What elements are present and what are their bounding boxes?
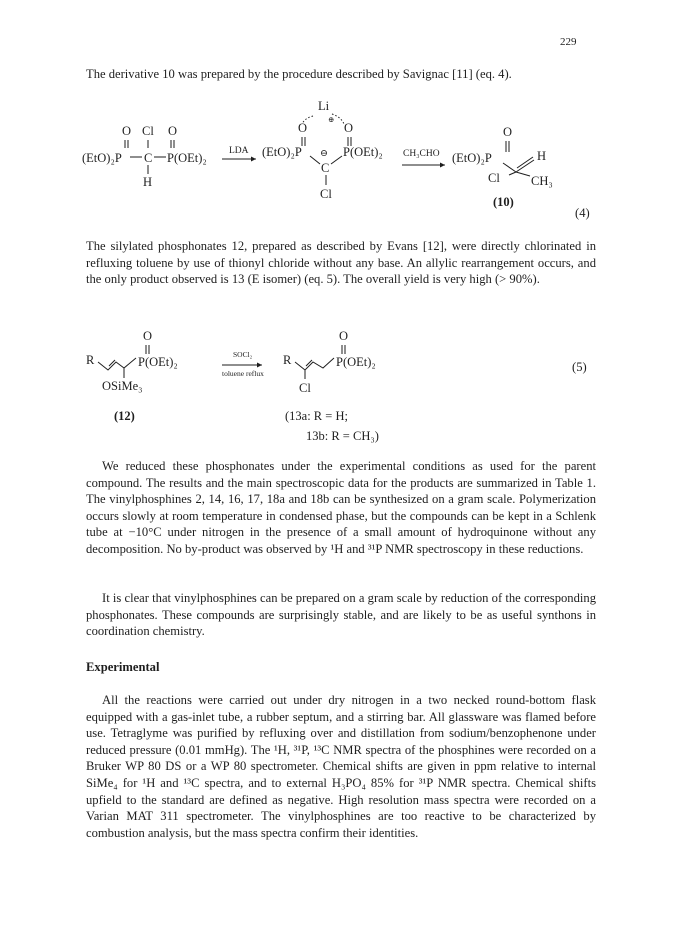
- silylated-paragraph: The silylated phosphonates 12, prepared as described by Evans [12], were directly chlorinated in refluxing toluene by use of thionyl chloride without any base. An allylic rearrangement occurs, and the only product observed is 13 (E isomer) (eq. 5). The overall yield is very high (> 90%).: [86, 239, 596, 287]
- eq5-label-13a: (13a: R = H;: [285, 409, 348, 423]
- equation-4-scheme: [0, 90, 680, 260]
- eq4-intermediate-right: P(OEt)₂: [343, 145, 383, 159]
- eq4-product-ch3: CH₃: [531, 174, 553, 188]
- conclusion-paragraph: It is clear that vinylphosphines can be prepared on a gram scale by reduction of the corresponding phosphonates. These compounds are surprisingly stable, and are likely to be as useful synthons in coordination chemistry.: [86, 591, 596, 639]
- eq4-product-cl: Cl: [488, 171, 500, 185]
- eq5-right-cl: Cl: [299, 381, 311, 395]
- page-number: 229: [560, 36, 577, 48]
- eq4-reactant-c: C: [144, 151, 153, 165]
- eq4-intermediate-plus: ⊕: [328, 115, 335, 124]
- eq5-right-o: O: [339, 329, 349, 343]
- eq4-intermediate-c: C: [321, 161, 330, 175]
- eq4-reactant-cl: Cl: [142, 124, 154, 138]
- reduction-paragraph: We reduced these phosphonates under the experimental conditions as used for the parent compound. The results and the main spectroscopic data for the products are summarized in Table 1. The vinylphosphines 2, 14, 16, 17, 18a and 18b can be synthesized on a gram scale. Polymerization occurs slowly at room temperature in condensed phase, but the compounds can be kept in a Schlenk tube at −10°C under nitrogen in the presence of a small amount of hydroquinone without any decomposition. No by-product was observed by ¹H and ³¹P NMR spectroscopy in these reductions.: [86, 459, 596, 556]
- eq5-left-label: (12): [114, 409, 135, 423]
- eq4-intermediate-o2: O: [344, 121, 354, 135]
- equation-5-scheme: [0, 310, 680, 455]
- eq4-reagent-acetaldehyde: CH₃CHO: [403, 149, 440, 159]
- eq4-intermediate-cl: Cl: [320, 187, 332, 201]
- eq4-product-h: H: [537, 149, 547, 163]
- eq4-reactant-right: P(OEt)₂: [167, 151, 207, 165]
- experimental-heading: Experimental: [86, 660, 160, 674]
- eq4-reagent-lda: LDA: [229, 146, 249, 156]
- equation-5-number: (5): [572, 360, 587, 374]
- eq4-intermediate-minus: ⊖: [320, 149, 328, 159]
- eq4-reactant-left: (EtO)₂P: [82, 151, 122, 165]
- eq5-reagent-toluene: toluene reflux: [222, 369, 264, 378]
- eq4-product-label: (10): [493, 195, 514, 209]
- eq4-reactant-o1: O: [122, 124, 132, 138]
- experimental-paragraph: All the reactions were carried out under dry nitrogen in a two necked round-bottom flask equipped with a gas-inlet tube, a rubber septum, and a stirring bar. All glassware was flamed before use. Tetraglyme was purified by refluxing over and distillation from sodium/benzophenone under reduced pressure (0.01 mmHg). The ¹H, ³¹P, ¹³C NMR spectra of the phosphines were recorded on a Bruker WP 80 DS or a WP 80 spectrometer. Chemical shifts are given in ppm relative to internal SiMe₄ for ¹H and ¹³C spectra, and to external H₃PO₄ 85% for ³¹P NMR spectra. Chemical shifts upfield to the standard are defined as negative. High resolution mass spectra were recorded on a Varian MAT 311 spectrometer. The vinylphosphines are too reactive to be characterized by combustion analysis, but the mass spectra confirm their identities.: [86, 693, 596, 840]
- eq4-intermediate-o1: O: [298, 121, 308, 135]
- eq5-left-r: R: [86, 353, 95, 367]
- eq5-right-p: P(OEt)₂: [336, 355, 376, 369]
- eq5-label-13b: 13b: R = CH₃): [306, 429, 379, 443]
- eq5-reagent-socl2: SOCl₂: [233, 350, 253, 359]
- equation-4-number: (4): [575, 206, 590, 220]
- eq4-product-p: (EtO)₂P: [452, 151, 492, 165]
- eq4-product-o: O: [503, 125, 513, 139]
- eq5-left-o: O: [143, 329, 153, 343]
- eq4-reactant-h: H: [143, 175, 153, 189]
- eq4-reactant-o2: O: [168, 124, 178, 138]
- eq5-left-p: P(OEt)₂: [138, 355, 178, 369]
- eq5-left-osime3: OSiMe₃: [102, 379, 143, 393]
- intro-paragraph: The derivative 10 was prepared by the procedure described by Savignac [11] (eq. 4).: [86, 67, 512, 81]
- eq5-right-r: R: [283, 353, 292, 367]
- eq4-intermediate-li: Li: [318, 99, 330, 113]
- eq4-intermediate-left: (EtO)₂P: [262, 145, 302, 159]
